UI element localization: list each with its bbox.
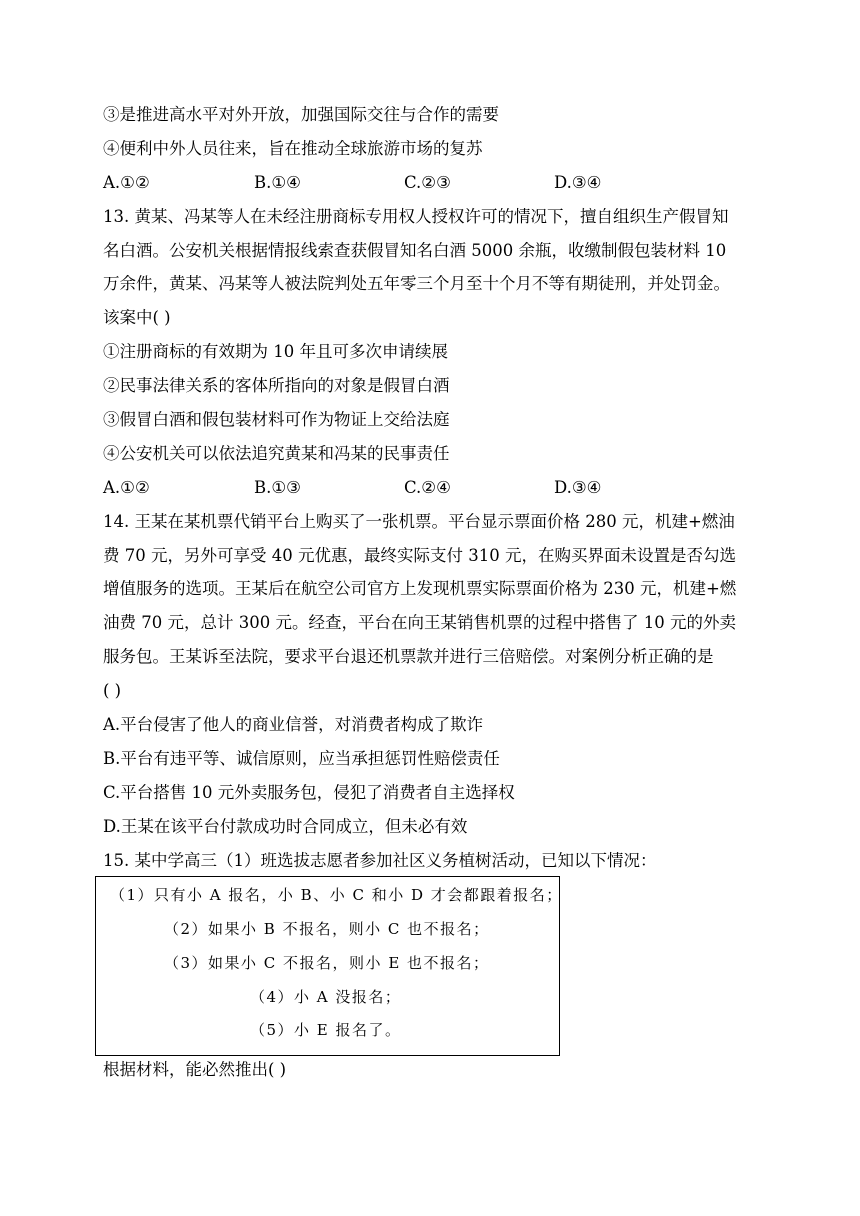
q15-question: 根据材料，能必然推出( )	[103, 1060, 287, 1079]
q14-stem-line-6: ( )	[103, 681, 122, 700]
q13-option-c: C.②④	[404, 478, 451, 497]
q14-option-a: A.平台侵害了他人的商业信誉，对消费者构成了欺诈	[103, 715, 484, 734]
q12-option-b: B.①④	[254, 173, 301, 192]
q12-option-c: C.②③	[404, 173, 451, 192]
q12-option-a: A.①②	[103, 173, 150, 192]
q14-stem-line-3: 增值服务的选项。王某后在航空公司官方上发现机票实际票面价格为 230 元，机建+燃	[103, 579, 737, 598]
q12-statement-3: ③是推进高水平对外开放，加强国际交往与合作的需要	[103, 105, 499, 124]
q14-stem-line-1: 14. 王某在某机票代销平台上购买了一张机票。平台显示票面价格 280 元，机建+燃油	[103, 512, 735, 531]
q13-stem-line-1: 13. 黄某、冯某等人在未经注册商标专用权人授权许可的情况下，擅自组织生产假冒知	[103, 207, 729, 226]
q15-condition-1: （1）只有小 A 报名，小 B、小 C 和小 D 才会都跟着报名；	[110, 886, 563, 904]
q15-condition-5: （5）小 E 报名了。	[250, 1021, 402, 1039]
q15-condition-3: （3）如果小 C 不报名，则小 E 也不报名；	[164, 954, 490, 972]
q14-stem-line-2: 费 70 元，另外可享受 40 元优惠，最终实际支付 310 元，在购买界面未设置是否勾选	[103, 546, 736, 565]
q15-condition-2: （2）如果小 B 不报名，则小 C 也不报名；	[164, 920, 490, 938]
q14-option-c: C.平台搭售 10 元外卖服务包，侵犯了消费者自主选择权	[103, 783, 515, 802]
q13-option-b: B.①③	[254, 478, 301, 497]
q14-stem-line-4: 油费 70 元，总计 300 元。经查，平台在向王某销售机票的过程中搭售了 10 元的外卖	[103, 613, 736, 632]
q14-option-d: D.王某在该平台付款成功时合同成立，但未必有效	[103, 817, 468, 836]
q13-statement-2: ②民事法律关系的客体所指向的对象是假冒白酒	[103, 376, 450, 395]
q12-statement-4: ④便利中外人员往来，旨在推动全球旅游市场的复苏	[103, 139, 483, 158]
q13-option-a: A.①②	[103, 478, 150, 497]
q14-option-b: B.平台有违平等、诚信原则，应当承担惩罚性赔偿责任	[103, 749, 500, 768]
q13-stem-line-4: 该案中( )	[103, 308, 171, 327]
q13-statement-1: ①注册商标的有效期为 10 年且可多次申请续展	[103, 342, 448, 361]
q15-condition-4: （4）小 A 没报名；	[250, 988, 402, 1006]
q13-statement-4: ④公安机关可以依法追究黄某和冯某的民事责任	[103, 444, 450, 463]
q13-option-d: D.③④	[554, 478, 602, 497]
q12-option-d: D.③④	[554, 173, 602, 192]
q13-stem-line-3: 万余件，黄某、冯某等人被法院判处五年零三个月至十个月不等有期徒刑，并处罚金。	[103, 274, 730, 293]
q13-statement-3: ③假冒白酒和假包装材料可作为物证上交给法庭	[103, 410, 450, 429]
q15-intro: 15. 某中学高三（1）班选拔志愿者参加社区义务植树活动，已知以下情况：	[103, 851, 657, 870]
q13-stem-line-2: 名白酒。公安机关根据情报线索查获假冒知名白酒 5000 余瓶，收缴制假包装材料 10	[103, 241, 727, 260]
q14-stem-line-5: 服务包。王某诉至法院，要求平台退还机票款并进行三倍赔偿。对案例分析正确的是	[103, 647, 714, 666]
